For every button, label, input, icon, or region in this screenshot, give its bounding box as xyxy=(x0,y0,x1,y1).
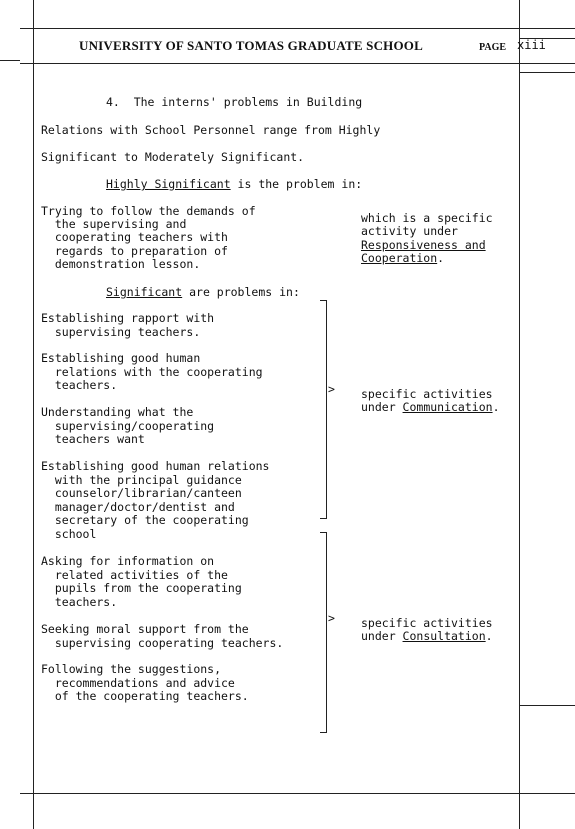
communication-note-line-2 xyxy=(361,401,500,415)
highly-note-end: . xyxy=(437,251,445,265)
right-tick-3 xyxy=(520,705,575,706)
communication-problem-3: Understanding what the supervising/cooperating teachers want xyxy=(41,405,215,446)
footer-rule xyxy=(20,793,575,794)
consultation-note-line-2 xyxy=(361,630,493,644)
page-number: xiii xyxy=(517,38,546,52)
highly-note-area-2: Cooperation xyxy=(361,251,438,265)
communication-area: Communication xyxy=(402,400,493,414)
consultation-area: Consultation xyxy=(402,629,486,643)
consultation-problem-2: Seeking moral support from the supervising cooperating teachers. xyxy=(41,622,284,650)
school-header-title: UNIVERSITY OF SANTO TOMAS GRADUATE SCHOOL xyxy=(79,38,423,53)
highly-problem-line-2: the supervising and xyxy=(41,217,187,231)
highly-problem-line-4: regards to preparation of xyxy=(41,244,228,258)
communication-note-line-1: specific activities xyxy=(361,387,493,401)
communication-note-under: under xyxy=(361,400,403,414)
communication-bracket-stem xyxy=(326,300,327,518)
communication-problem-1: Establishing rapport with supervising teachers. xyxy=(41,311,215,339)
significant-label: Significant xyxy=(106,285,183,299)
page-label: PAGE xyxy=(479,42,507,53)
significant-heading xyxy=(106,286,300,300)
highly-problem-line-3: cooperating teachers with xyxy=(41,230,228,244)
communication-problem-2: Establishing good human relations with the cooperating teachers. xyxy=(41,351,263,392)
highly-problem-line-1: Trying to follow the demands of xyxy=(41,204,256,218)
highly-significant-label: Highly Significant xyxy=(106,177,231,191)
highly-significant-heading xyxy=(106,178,362,192)
consultation-problem-3: Following the suggestions, recommendations and advice of the cooperating teachers. xyxy=(41,662,249,703)
consultation-bracket-stem xyxy=(326,532,327,732)
communication-bracket-bottom xyxy=(320,518,327,519)
left-margin-rule xyxy=(33,0,34,829)
consultation-problem-1: Asking for information on related activities of the pupils from the cooperating teachers. xyxy=(41,554,242,609)
communication-bracket-point: > xyxy=(328,382,335,396)
intro-line-3: Significant to Moderately Significant. xyxy=(41,150,305,164)
intro-line-2: Relations with School Personnel range from Highly xyxy=(41,123,381,137)
consultation-note-under: under xyxy=(361,629,403,643)
consultation-bracket-bottom xyxy=(320,732,327,733)
highly-note-line-2: activity under xyxy=(361,224,458,238)
consultation-bracket-point: > xyxy=(328,611,335,625)
communication-problem-4: Establishing good human relations with the principal guidance counselor/librarian/canteen manager/doctor/dentist and secretary of the cooperating school xyxy=(41,459,270,541)
header-top-rule xyxy=(20,28,575,29)
consultation-note-line-1: specific activities xyxy=(361,616,493,630)
highly-note-area-1: Responsiveness and xyxy=(361,238,486,252)
right-tick-2 xyxy=(520,72,575,73)
left-tick-1 xyxy=(0,60,20,61)
highly-note-line-1: which is a specific xyxy=(361,211,493,225)
significant-heading-rest: are problems in: xyxy=(182,285,300,299)
highly-problem-line-5: demonstration lesson. xyxy=(41,257,201,271)
communication-note-end: . xyxy=(492,400,500,414)
highly-note-line-4 xyxy=(361,252,444,266)
consultation-note-end: . xyxy=(485,629,493,643)
intro-line-1: 4. The interns' problems in Building xyxy=(106,95,363,109)
highly-significant-heading-rest: is the problem in: xyxy=(230,177,363,191)
header-bottom-rule xyxy=(20,63,575,64)
